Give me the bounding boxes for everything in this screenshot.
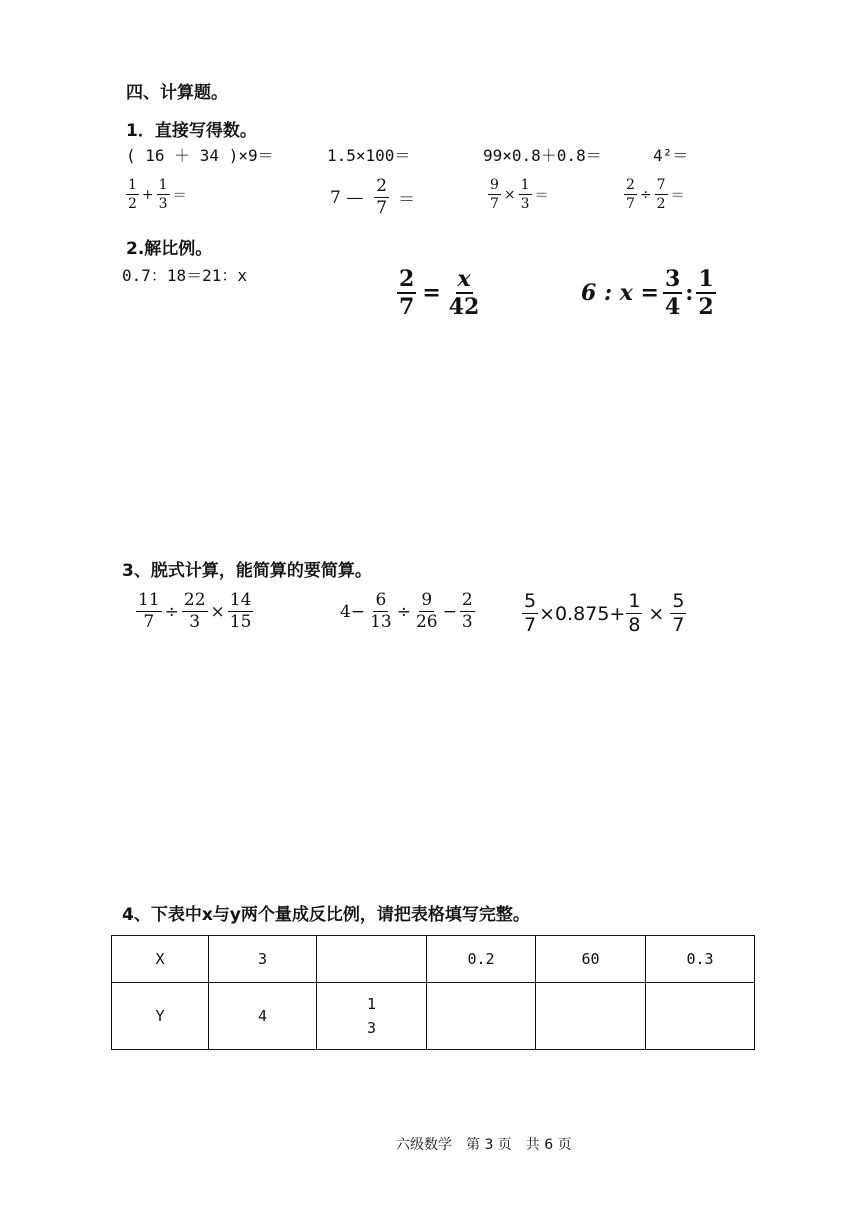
- table-cell-x-label: X: [112, 936, 209, 983]
- q2-title: 2.解比例。: [126, 239, 213, 259]
- table-cell[interactable]: [536, 983, 646, 1050]
- table-cell[interactable]: [427, 983, 536, 1050]
- table-cell: 3: [209, 936, 317, 983]
- q1-item-8: $\frac{2}{7}$ ÷ $\frac{7}{2}$ ＝: [626, 177, 685, 212]
- table-cell-fraction: 1 3: [317, 983, 427, 1050]
- q1-item-3: 99×0.8＋0.8＝: [483, 146, 602, 165]
- inverse-proportion-table: [111, 935, 755, 1050]
- q3-title: 3、脱式计算，能简算的要简算。: [122, 561, 372, 581]
- q1-item-5: $\frac{1}{2}$ + $\frac{1}{3}$ ＝: [128, 177, 187, 212]
- q2-proportion-1: 0.7：18＝21：x: [122, 266, 248, 285]
- table-cell[interactable]: [646, 983, 755, 1050]
- table-row-x: [112, 936, 755, 983]
- q2-proportion-3: 6 : x = $\frac{3}{4}$ : $\frac{1}{2}$: [581, 266, 714, 320]
- q1-item-4: 4²＝: [653, 146, 689, 165]
- table-cell: 60: [536, 936, 646, 983]
- q1-item-6: 7 — $\frac{2}{7}$ ＝: [330, 176, 416, 218]
- table-cell: 0.2: [427, 936, 536, 983]
- table-cell[interactable]: [317, 936, 427, 983]
- table-row-y: [112, 983, 755, 1050]
- q1-title: 1．直接写得数。: [126, 121, 257, 141]
- table-cell-y-label: Y: [112, 983, 209, 1050]
- q1-item-2: 1.5×100＝: [327, 146, 411, 165]
- q1-item-1: ( 16 ＋ 34 )×9＝: [126, 146, 274, 165]
- q1-item-7: $\frac{9}{7}$ × $\frac{1}{3}$ ＝: [490, 177, 549, 212]
- q2-proportion-2: $\frac{2}{7}$ = $\frac{x}{42}$: [399, 266, 480, 320]
- table-cell: 4: [209, 983, 317, 1050]
- section-title: 四、计算题。: [126, 83, 228, 103]
- page-footer: 六级数学 第 3 页 共 6 页: [396, 1137, 572, 1153]
- q4-title: 4、下表中x与y两个量成反比例，请把表格填写完整。: [122, 905, 530, 925]
- table-cell: 0.3: [646, 936, 755, 983]
- q3-expression-1: $\frac{11}{7}$ ÷ $\frac{22}{3}$ × $\frac{14}{15}$: [138, 590, 252, 632]
- q3-expression-3: $\frac{5}{7}$ ×0.875+ $\frac{1}{8}$ × $\frac{5}{7}$: [524, 590, 685, 636]
- q3-expression-2: 4− $\frac{6}{13}$ ÷ $\frac{9}{26}$ − $\frac{2}{3}$: [340, 590, 473, 632]
